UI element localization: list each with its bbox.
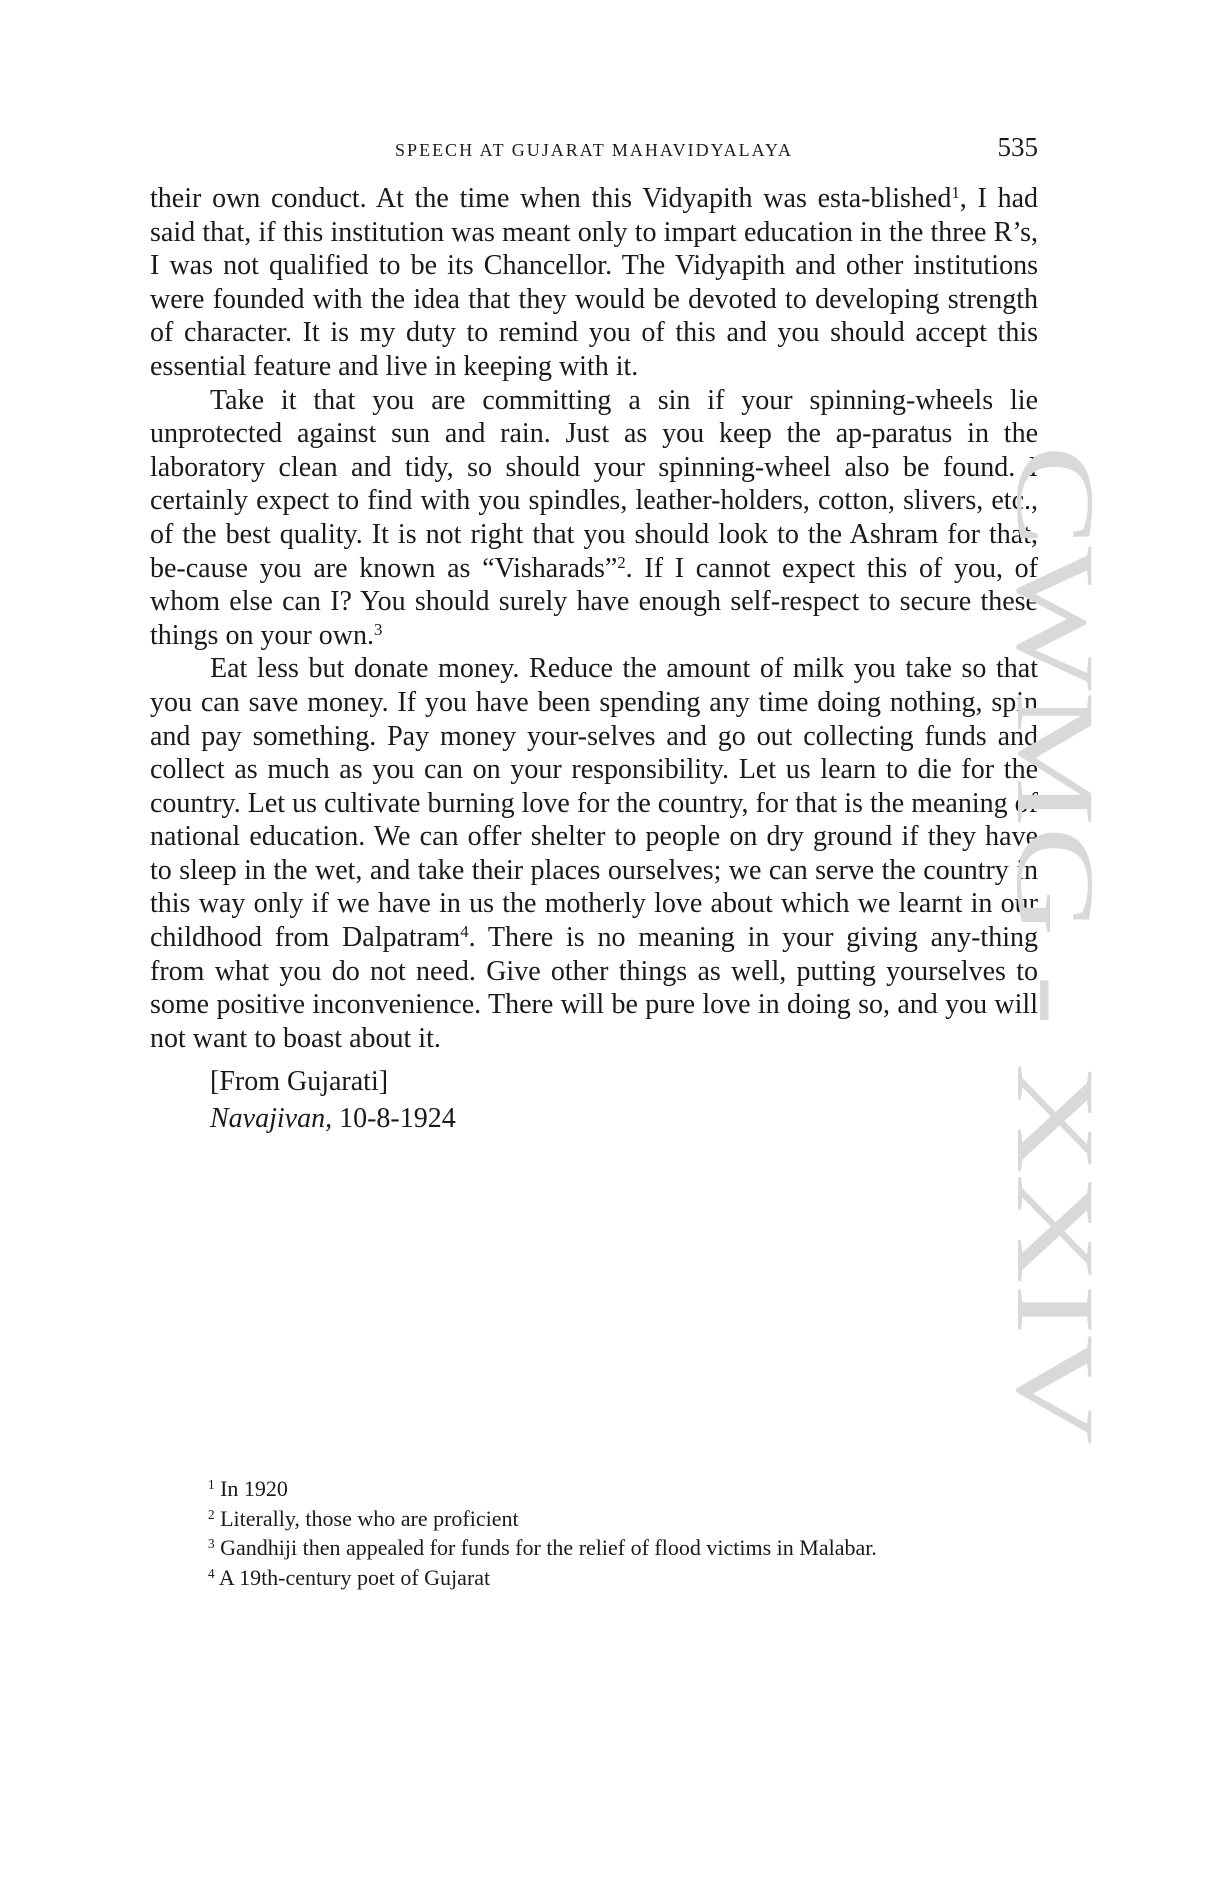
footnote-ref: 4: [460, 921, 469, 941]
publication-date: 10-8-1924: [339, 1103, 456, 1135]
paragraph-text: . If I cannot expect this of you, of whom else can I? You should surely have enough self-respect to secure these things on your own.: [150, 552, 1038, 651]
footnote: [150, 1504, 1038, 1534]
page-number: 535: [997, 132, 1038, 162]
footnote: [150, 1474, 1038, 1504]
document-page: [150, 0, 1038, 1890]
source-language: [From Gujarati]: [210, 1066, 389, 1098]
footnote-text: Gandhiji then appealed for funds for the relief of flood victims in Malabar.: [220, 1535, 877, 1560]
footnote: [150, 1533, 1038, 1563]
footnote-number: 2: [208, 1506, 215, 1522]
footnote-number: 3: [208, 1535, 215, 1551]
paragraph-text: Eat less but donate money. Reduce the amount of milk you take so that you can save money. If you have been spending any time doing nothing, spin and pay something. Pay money your-selves and go out collecting funds and collect as much as you can on your responsibility. Let us learn to die for the country. Let us cultivate burning love for the country, for that is the meaning of national education. We can offer shelter to people on dry ground if they have to sleep in the wet, and take their places ourselves; we can serve the country in this way only if we have in us the motherly love about which we learnt in our childhood from Dalpatram: [150, 653, 1038, 954]
source-citation: [210, 1100, 1038, 1137]
footnote-number: 1: [208, 1476, 215, 1492]
running-head: [150, 132, 1038, 172]
paragraph: [150, 652, 1038, 1055]
footnote-text: A 19th-century poet of Gujarat: [218, 1564, 491, 1590]
publication-name: Navajivan,: [210, 1103, 333, 1135]
footnote: [150, 1563, 1038, 1593]
paragraph: [150, 182, 1038, 384]
watermark-text: CWMG - XXIV: [993, 445, 1117, 1180]
paragraph-text: . There is no meaning in your giving any-thing from what you do not need. Give other things as well, putting yourselves to some positive inconvenience. There will be pure love in doing so, and you will not want to boast about it.: [150, 922, 1038, 1054]
footnote-text: In 1920: [220, 1476, 288, 1501]
paragraph: [150, 384, 1038, 653]
footnote-number: 4: [208, 1565, 215, 1581]
body-text: [150, 182, 1038, 1137]
running-title: SPEECH AT GUJARAT MAHAVIDYALAYA: [395, 140, 793, 160]
paragraph-text: Take it that you are committing a sin if your spinning-wheels lie unprotected against sun and rain. Just as you keep the ap-paratus in the laboratory clean and tidy, so should your spinning-wheel also be found. I certainly expect to find with you spindles, leather-holders, cotton, slivers, etc., of the best quality. It is not right that you should look to the Ashram for that, be-cause you are known as “Visharads”: [150, 384, 1038, 584]
source-note: [150, 1063, 1038, 1137]
paragraph-text: their own conduct. At the time when this Vidyapith was esta-blished: [150, 183, 952, 214]
footnotes: [150, 1474, 1038, 1592]
footnote-ref: 2: [617, 552, 626, 572]
footnote-text: Literally, those who are proficient: [220, 1505, 519, 1531]
paragraph-text: , I had said that, if this institution was meant only to impart education in the three R’s, I was not qualified to be its Chancellor. The Vidyapith and other institutions were founded with the idea that they would be devoted to developing strength of character. It is my duty to remind you of this and you should accept this essential feature and live in keeping with it.: [150, 183, 1038, 382]
footnote-ref: 3: [374, 619, 383, 639]
footnote-ref: 1: [951, 182, 960, 202]
